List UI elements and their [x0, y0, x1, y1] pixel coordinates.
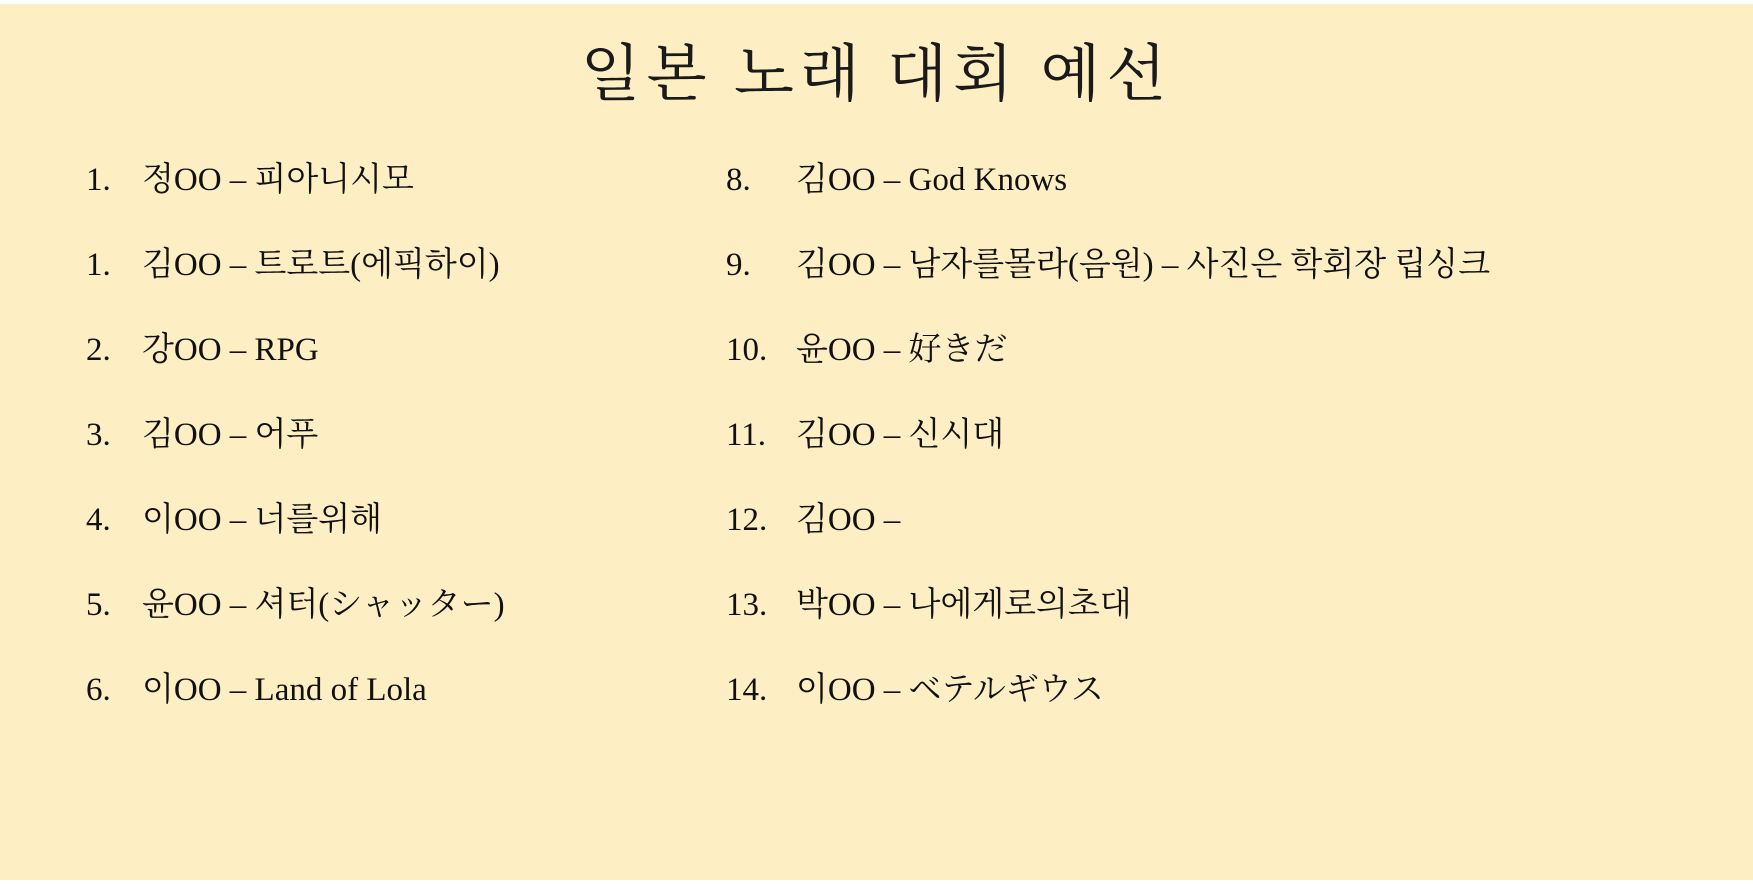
list-item [86, 249, 726, 282]
list-item-label: 이OO – 너를위해 [142, 502, 383, 539]
list-item-label: 정OO – 피아니시모 [142, 162, 414, 199]
list-item-label: 김OO – God Knows [796, 162, 1068, 199]
list-item [86, 589, 726, 622]
list-item-label: 김OO – 신시대 [796, 417, 1005, 454]
page-title: 일본 노래 대회 예선 [580, 41, 1173, 109]
list-item [86, 164, 726, 197]
list-item-label: 이OO – Land of Lola [142, 672, 427, 709]
list-item-number: 4. [86, 502, 111, 539]
list-item-number: 6. [86, 672, 111, 709]
list-item [726, 334, 1725, 367]
list-item [86, 504, 726, 537]
list-item-number: 1. [86, 247, 111, 284]
list-item [726, 249, 1725, 282]
entry-columns [0, 164, 1753, 707]
list-item-number: 10. [726, 332, 768, 369]
list-item-number: 2. [86, 332, 111, 369]
list-item-label: 김OO – 남자를몰라(음원) – 사진은 학회장 립싱크 [796, 247, 1491, 284]
list-item [86, 334, 726, 367]
list-item-number: 11. [726, 417, 767, 454]
list-item [726, 589, 1725, 622]
list-item-label: 박OO – 나에게로의초대 [796, 587, 1132, 624]
list-item-number: 9. [726, 247, 751, 284]
list-item [726, 419, 1725, 452]
list-item-label: 강OO – RPG [142, 332, 319, 369]
list-item-number: 3. [86, 417, 111, 454]
list-item [726, 164, 1725, 197]
list-item-label: 이OO – ベテルギウス [796, 672, 1104, 709]
list-item [86, 419, 726, 452]
list-item [726, 504, 1725, 537]
list-item [86, 674, 726, 707]
list-item-number: 5. [86, 587, 111, 624]
left-column [86, 164, 726, 707]
list-item-label: 김OO – 어푸 [142, 417, 319, 454]
list-item-label: 윤OO – 셔터(シャッター) [142, 587, 505, 624]
list-item [726, 674, 1725, 707]
list-item-label: 김OO – [796, 502, 901, 539]
list-item-number: 8. [726, 162, 751, 199]
list-item-number: 14. [726, 672, 768, 709]
list-item-number: 13. [726, 587, 768, 624]
list-item-number: 12. [726, 502, 768, 539]
right-column [726, 164, 1725, 707]
list-item-label: 윤OO – 好きだ [796, 332, 1008, 369]
list-item-number: 1. [86, 162, 111, 199]
list-item-label: 김OO – 트로트(에픽하이) [142, 247, 500, 284]
